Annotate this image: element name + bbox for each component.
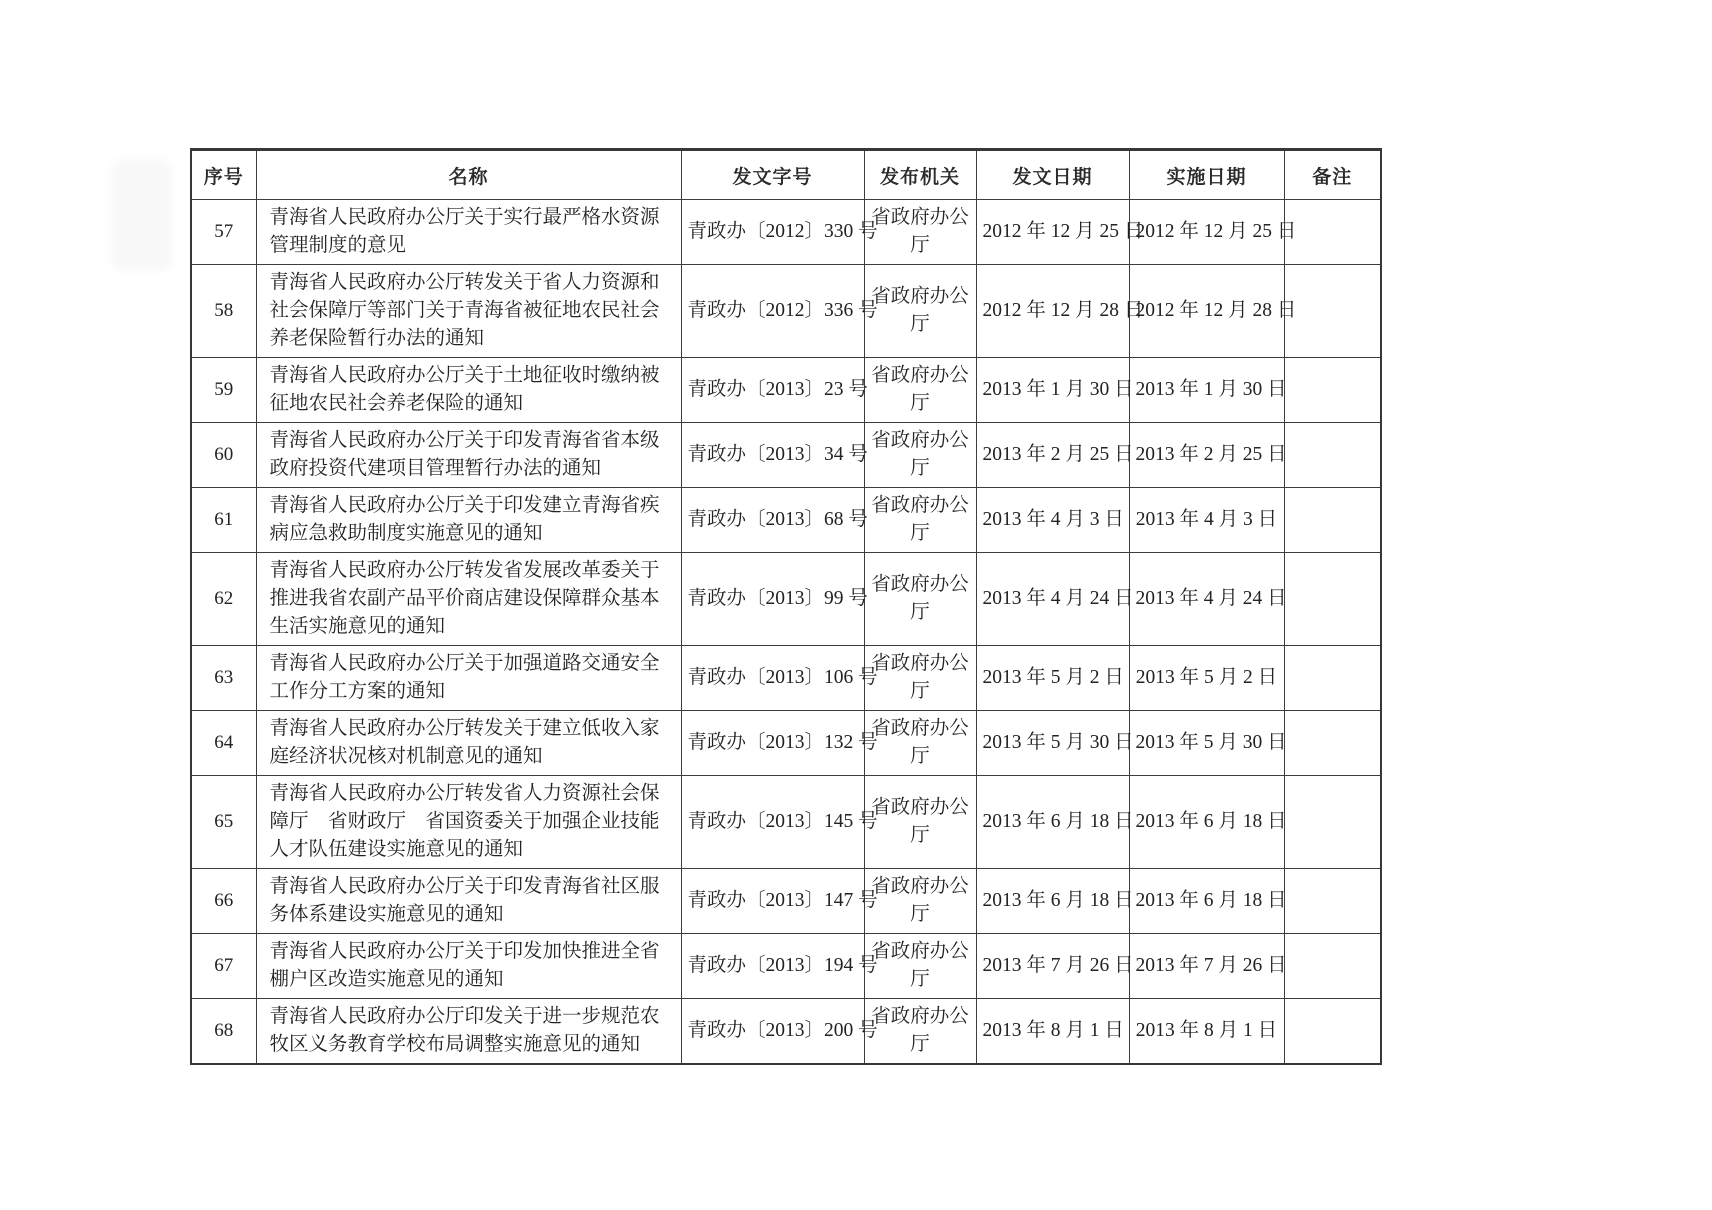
scan-smudge-artifact [112, 160, 172, 270]
implementation-date-cell: 2013 年 6 月 18 日 [1129, 776, 1284, 869]
issuing-agency-cell: 省政府办公厅 [864, 999, 976, 1065]
issuing-agency-cell: 省政府办公厅 [864, 488, 976, 553]
row-number-cell: 65 [191, 776, 256, 869]
doc-title-cell: 青海省人民政府办公厅转发省发展改革委关于推进我省农副产品平价商店建设保障群众基本生活实施意见的通知 [256, 553, 681, 646]
issuing-agency-cell: 省政府办公厅 [864, 776, 976, 869]
row-number-cell: 64 [191, 711, 256, 776]
issuing-agency-cell: 省政府办公厅 [864, 869, 976, 934]
doc-number-cell: 青政办〔2013〕68 号 [681, 488, 864, 553]
remarks-cell [1284, 488, 1381, 553]
table-row [191, 200, 1381, 265]
issue-date-cell: 2013 年 6 月 18 日 [976, 776, 1129, 869]
remarks-cell [1284, 358, 1381, 423]
issue-date-cell: 2013 年 2 月 25 日 [976, 423, 1129, 488]
issue-date-cell: 2013 年 5 月 30 日 [976, 711, 1129, 776]
issue-date-cell: 2013 年 5 月 2 日 [976, 646, 1129, 711]
table-row [191, 869, 1381, 934]
implementation-date-cell: 2013 年 2 月 25 日 [1129, 423, 1284, 488]
doc-number-cell: 青政办〔2013〕23 号 [681, 358, 864, 423]
doc-title-cell: 青海省人民政府办公厅关于印发建立青海省疾病应急救助制度实施意见的通知 [256, 488, 681, 553]
doc-number-cell: 青政办〔2013〕106 号 [681, 646, 864, 711]
issuing-agency-cell: 省政府办公厅 [864, 265, 976, 358]
column-header: 发文字号 [681, 150, 864, 200]
doc-title-cell: 青海省人民政府办公厅关于加强道路交通安全工作分工方案的通知 [256, 646, 681, 711]
issuing-agency-cell: 省政府办公厅 [864, 553, 976, 646]
issue-date-cell: 2013 年 1 月 30 日 [976, 358, 1129, 423]
issuing-agency-cell: 省政府办公厅 [864, 646, 976, 711]
implementation-date-cell: 2012 年 12 月 28 日 [1129, 265, 1284, 358]
table-row [191, 646, 1381, 711]
row-number-cell: 66 [191, 869, 256, 934]
doc-title-cell: 青海省人民政府办公厅关于印发青海省省本级政府投资代建项目管理暂行办法的通知 [256, 423, 681, 488]
table-header-row [191, 150, 1381, 200]
remarks-cell [1284, 423, 1381, 488]
remarks-cell [1284, 999, 1381, 1065]
doc-title-cell: 青海省人民政府办公厅转发关于建立低收入家庭经济状况核对机制意见的通知 [256, 711, 681, 776]
remarks-cell [1284, 200, 1381, 265]
implementation-date-cell: 2013 年 4 月 3 日 [1129, 488, 1284, 553]
table-row [191, 423, 1381, 488]
doc-number-cell: 青政办〔2012〕336 号 [681, 265, 864, 358]
row-number-cell: 62 [191, 553, 256, 646]
implementation-date-cell: 2013 年 7 月 26 日 [1129, 934, 1284, 999]
issue-date-cell: 2012 年 12 月 25 日 [976, 200, 1129, 265]
table-row [191, 711, 1381, 776]
issue-date-cell: 2013 年 8 月 1 日 [976, 999, 1129, 1065]
row-number-cell: 67 [191, 934, 256, 999]
remarks-cell [1284, 646, 1381, 711]
implementation-date-cell: 2013 年 8 月 1 日 [1129, 999, 1284, 1065]
doc-title-cell: 青海省人民政府办公厅转发关于省人力资源和社会保障厅等部门关于青海省被征地农民社会养老保险暂行办法的通知 [256, 265, 681, 358]
remarks-cell [1284, 869, 1381, 934]
remarks-cell [1284, 776, 1381, 869]
table-row [191, 999, 1381, 1065]
table-row [191, 553, 1381, 646]
row-number-cell: 68 [191, 999, 256, 1065]
issue-date-cell: 2013 年 6 月 18 日 [976, 869, 1129, 934]
doc-title-cell: 青海省人民政府办公厅关于印发青海省社区服务体系建设实施意见的通知 [256, 869, 681, 934]
issue-date-cell: 2012 年 12 月 28 日 [976, 265, 1129, 358]
row-number-cell: 63 [191, 646, 256, 711]
document-index-table [190, 148, 1382, 1065]
column-header: 发文日期 [976, 150, 1129, 200]
row-number-cell: 58 [191, 265, 256, 358]
remarks-cell [1284, 265, 1381, 358]
table-row [191, 358, 1381, 423]
doc-number-cell: 青政办〔2013〕145 号 [681, 776, 864, 869]
implementation-date-cell: 2013 年 1 月 30 日 [1129, 358, 1284, 423]
doc-number-cell: 青政办〔2013〕132 号 [681, 711, 864, 776]
row-number-cell: 61 [191, 488, 256, 553]
remarks-cell [1284, 934, 1381, 999]
doc-number-cell: 青政办〔2013〕194 号 [681, 934, 864, 999]
row-number-cell: 60 [191, 423, 256, 488]
doc-number-cell: 青政办〔2012〕330 号 [681, 200, 864, 265]
column-header: 实施日期 [1129, 150, 1284, 200]
row-number-cell: 59 [191, 358, 256, 423]
doc-title-cell: 青海省人民政府办公厅印发关于进一步规范农牧区义务教育学校布局调整实施意见的通知 [256, 999, 681, 1065]
doc-number-cell: 青政办〔2013〕147 号 [681, 869, 864, 934]
issuing-agency-cell: 省政府办公厅 [864, 358, 976, 423]
column-header: 序号 [191, 150, 256, 200]
column-header: 备注 [1284, 150, 1381, 200]
issue-date-cell: 2013 年 4 月 3 日 [976, 488, 1129, 553]
doc-title-cell: 青海省人民政府办公厅关于印发加快推进全省棚户区改造实施意见的通知 [256, 934, 681, 999]
doc-title-cell: 青海省人民政府办公厅转发省人力资源社会保障厅 省财政厅 省国资委关于加强企业技能人才队伍建设实施意见的通知 [256, 776, 681, 869]
implementation-date-cell: 2012 年 12 月 25 日 [1129, 200, 1284, 265]
column-header: 名称 [256, 150, 681, 200]
doc-number-cell: 青政办〔2013〕34 号 [681, 423, 864, 488]
remarks-cell [1284, 711, 1381, 776]
implementation-date-cell: 2013 年 6 月 18 日 [1129, 869, 1284, 934]
doc-number-cell: 青政办〔2013〕200 号 [681, 999, 864, 1065]
doc-title-cell: 青海省人民政府办公厅关于土地征收时缴纳被征地农民社会养老保险的通知 [256, 358, 681, 423]
issuing-agency-cell: 省政府办公厅 [864, 711, 976, 776]
doc-number-cell: 青政办〔2013〕99 号 [681, 553, 864, 646]
table-row [191, 776, 1381, 869]
table-row [191, 934, 1381, 999]
issuing-agency-cell: 省政府办公厅 [864, 934, 976, 999]
issue-date-cell: 2013 年 4 月 24 日 [976, 553, 1129, 646]
row-number-cell: 57 [191, 200, 256, 265]
implementation-date-cell: 2013 年 5 月 2 日 [1129, 646, 1284, 711]
table-row [191, 488, 1381, 553]
issuing-agency-cell: 省政府办公厅 [864, 200, 976, 265]
remarks-cell [1284, 553, 1381, 646]
table-row [191, 265, 1381, 358]
implementation-date-cell: 2013 年 4 月 24 日 [1129, 553, 1284, 646]
column-header: 发布机关 [864, 150, 976, 200]
issue-date-cell: 2013 年 7 月 26 日 [976, 934, 1129, 999]
implementation-date-cell: 2013 年 5 月 30 日 [1129, 711, 1284, 776]
doc-title-cell: 青海省人民政府办公厅关于实行最严格水资源管理制度的意见 [256, 200, 681, 265]
issuing-agency-cell: 省政府办公厅 [864, 423, 976, 488]
